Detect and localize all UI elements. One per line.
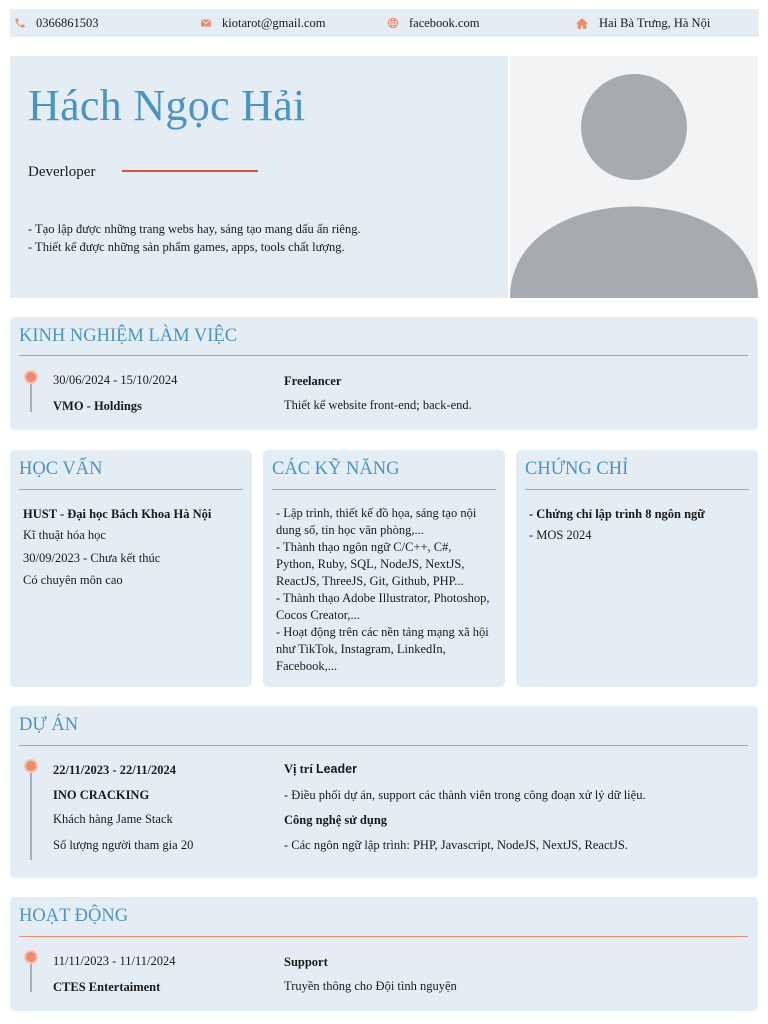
date-separator: -	[112, 763, 117, 777]
website-text: facebook.com	[409, 15, 480, 30]
section-title: HỌC VẤN	[19, 459, 103, 479]
client-value: Jame Stack	[116, 812, 173, 826]
timeline-line	[30, 964, 32, 992]
skill-line: ReactJS, ThreeJS, Git, Github, PHP...	[276, 574, 464, 588]
end-date: 11/11/2024	[119, 954, 176, 968]
person-name: Hách Ngọc Hải	[28, 81, 306, 130]
project-role	[284, 762, 357, 777]
section-title: HOẠT ĐỘNG	[19, 906, 129, 926]
role-value: Leader	[315, 762, 357, 776]
skill-line: dung số, tin học văn phòng,...	[276, 523, 424, 537]
date-range	[53, 954, 175, 969]
school-name: HUST - Đại học Bách Khoa Hà Nội	[23, 507, 212, 521]
date-range	[53, 373, 177, 388]
section-title: CÁC KỸ NĂNG	[272, 459, 400, 479]
skill-line: - Hoạt động trên các nền tảng mạng xã hội	[276, 625, 489, 639]
skill-line: - Thành thạo Adobe Illustrator, Photoshop,	[276, 591, 490, 605]
timeline-dot	[24, 950, 38, 964]
section-title: DỰ ÁN	[19, 715, 79, 735]
summary-line: - Tạo lập được những trang webs hay, sáng tạo mang dấu ấn riêng.	[28, 222, 361, 236]
home-icon	[575, 17, 589, 30]
major: Kĩ thuật hóa học	[23, 528, 106, 542]
contact-address	[575, 9, 710, 37]
role-label: Vị trí	[284, 762, 313, 776]
skills-section	[263, 450, 505, 687]
start-date: 30/06/2024	[53, 373, 110, 387]
globe-icon	[387, 17, 399, 29]
date-range	[53, 763, 176, 778]
job-role: Deverloper	[28, 164, 96, 180]
avatar	[510, 56, 758, 298]
section-divider	[19, 936, 748, 937]
date-separator: -	[112, 954, 117, 968]
experience-section	[10, 317, 758, 430]
members-value: 20	[180, 838, 194, 852]
section-divider	[272, 489, 496, 490]
tech-label: Công nghệ sử dụng	[284, 813, 388, 827]
company-name: VMO - Holdings	[53, 399, 142, 413]
project-client	[53, 812, 173, 827]
end-date: 15/10/2024	[120, 373, 178, 387]
timeline-line	[30, 384, 32, 412]
position-description: Thiết kế website front-end; back-end.	[284, 398, 472, 412]
skill-line: Python, Ruby, SQL, NodeJS, NextJS,	[276, 557, 465, 571]
client-label: Khách hàng	[53, 812, 114, 826]
project-section	[10, 706, 758, 878]
timeline-dot	[24, 370, 38, 384]
timeline-line	[30, 773, 32, 860]
project-name: INO CRACKING	[53, 788, 150, 802]
contact-website[interactable]	[387, 9, 479, 37]
phone-text: 0366861503	[36, 15, 99, 30]
start-date: 30/09/2023	[23, 551, 80, 565]
date-separator: -	[83, 551, 88, 565]
section-divider	[525, 489, 749, 490]
contact-bar	[10, 9, 759, 37]
email-icon	[200, 17, 212, 29]
activity-description: Truyền thông cho Đội tình nguyện	[284, 979, 457, 993]
profile-header	[10, 56, 508, 298]
skills-list	[276, 505, 489, 675]
education-section	[10, 450, 252, 687]
address-text: Hai Bà Trưng, Hà Nội	[599, 15, 711, 30]
section-divider	[19, 355, 748, 356]
email-text: kiotarot@gmail.com	[222, 15, 326, 30]
skill-line: Facebook,...	[276, 659, 338, 673]
end-date: Chưa kết thúc	[90, 551, 161, 565]
project-members	[53, 838, 193, 853]
role-description: - Điều phối dự án, support các thành viên trong công đoạn xử lý dữ liệu.	[284, 788, 646, 802]
position-title: Freelancer	[284, 374, 342, 388]
start-date: 22/11/2023	[53, 763, 110, 777]
contact-email[interactable]	[200, 9, 326, 37]
end-date: 22/11/2024	[119, 763, 176, 777]
section-divider	[19, 489, 243, 490]
start-date: 11/11/2023	[53, 954, 110, 968]
date-range	[23, 551, 160, 566]
certificates-section	[516, 450, 758, 687]
skill-line: như TikTok, Instagram, LinkedIn,	[276, 642, 446, 656]
activity-role: Support	[284, 955, 328, 969]
section-divider	[19, 745, 748, 746]
role-divider	[122, 170, 258, 172]
activity-section	[10, 897, 758, 1011]
avatar-placeholder-icon	[510, 56, 758, 298]
section-title: KINH NGHIỆM LÀM VIỆC	[19, 326, 238, 346]
skill-line: Cocos Creator,...	[276, 608, 360, 622]
education-note: Có chuyên môn cao	[23, 573, 123, 587]
section-title: CHỨNG CHỈ	[525, 459, 629, 479]
summary-line: - Thiết kế được những sản phẩm games, apps, tools chất lượng.	[28, 240, 345, 254]
tech-description: - Các ngôn ngữ lập trình: PHP, Javascript, NodeJS, NextJS, ReactJS.	[284, 838, 628, 852]
skill-line: - Lập trình, thiết kế đồ họa, sáng tạo nội	[276, 506, 477, 520]
date-separator: -	[113, 373, 118, 387]
certificate-item: - MOS 2024	[529, 528, 592, 542]
contact-phone[interactable]	[14, 9, 99, 37]
profile-summary	[28, 220, 361, 256]
organization-name: CTES Entertaiment	[53, 980, 161, 994]
certificate-item: - Chứng chỉ lập trình 8 ngôn ngữ	[529, 507, 705, 521]
skill-line: - Thành thạo ngôn ngữ C/C++, C#,	[276, 540, 452, 554]
timeline-dot	[24, 759, 38, 773]
members-label: Số lượng người tham gia	[53, 838, 178, 852]
phone-icon	[14, 17, 26, 29]
